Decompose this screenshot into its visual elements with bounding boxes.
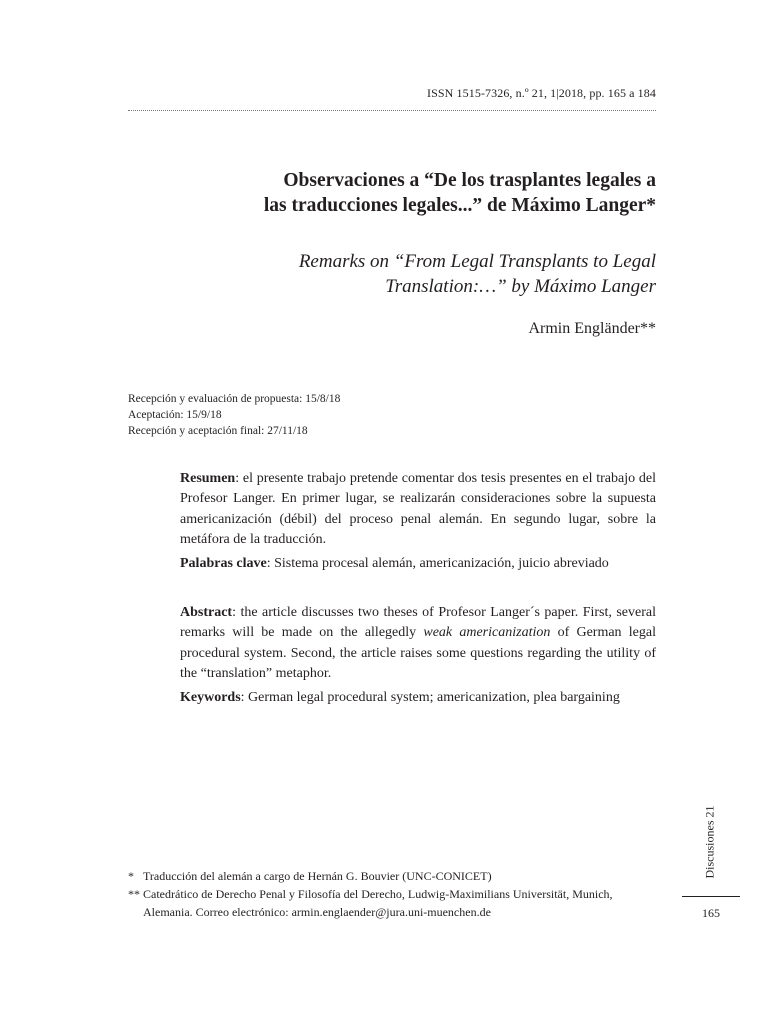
date-line-acceptance: Aceptación: 15/9/18 — [128, 409, 222, 421]
header-dotted-rule — [128, 110, 656, 111]
keywords-label: Keywords — [180, 690, 241, 705]
article-title-english — [150, 249, 656, 299]
resumen-label: Resumen — [180, 471, 236, 486]
author-name: Armin Engländer** — [528, 320, 656, 337]
title-en-line-1: Remarks on “From Legal Transplants to Legal — [298, 251, 656, 272]
date-line-proposal: Recepción y evaluación de propuesta: 15/8/18 — [128, 393, 341, 405]
title-en-line-2: Translation:…” by Máximo Langer — [385, 276, 656, 297]
palabras-clave-label: Palabras clave — [180, 556, 267, 571]
title-es-line-2: las traducciones legales...” de Máximo Langer* — [263, 195, 656, 216]
footnote-author-affiliation — [128, 886, 656, 922]
journal-name-text: Discusiones 21 — [702, 805, 717, 879]
palabras-clave-text: : Sistema procesal alemán, americanización, juicio abreviado — [266, 556, 609, 571]
issn-header: ISSN 1515-7326, n.º 21, 1|2018, pp. 165 a 184 — [427, 86, 656, 100]
abstract-label: Abstract — [180, 605, 233, 620]
footnote-mark: * — [128, 869, 134, 883]
abstract-text-after: of German legal procedural system. Second, the article raises some questions regarding the utility of the “translation” metaphor. — [180, 625, 656, 682]
footnote-text: Catedrático de Derecho Penal y Filosofía del Derecho, Ludwig-Maximilians Universität, Munich, Alemania. Correo electrónico: armin.englaender@jura.uni-muenchen.de — [143, 887, 613, 919]
footnote-translator — [128, 868, 656, 886]
keywords-paragraph — [180, 688, 656, 708]
abstract-paragraph — [180, 603, 656, 685]
keywords-text: : German legal procedural system; americanization, plea bargaining — [240, 690, 620, 705]
page-number: 165 — [702, 906, 720, 920]
journal-name-vertical — [700, 796, 720, 888]
page-number-rule — [682, 896, 740, 897]
title-es-line-1: Observaciones a “De los trasplantes legales a — [283, 170, 656, 191]
abstract-text-before: : the article discusses two theses of Profesor Langer´s paper. First, several remarks will be made on the allegedly — [180, 605, 656, 641]
reception-dates — [128, 391, 528, 439]
resumen-text: : el presente trabajo pretende comentar dos tesis presentes en el trabajo del Profesor Langer. En primer lugar, se realizarán consideraciones sobre la supuesta americanización (débil) del proceso penal alemán. En segundo lugar, sobre la metáfora de la traducción. — [180, 471, 656, 548]
footnote-text: Traducción del alemán a cargo de Hernán G. Bouvier (UNC-CONICET) — [143, 869, 492, 883]
abstract-italic-phrase: weak americanization — [423, 625, 551, 641]
footnote-mark: ** — [128, 887, 140, 901]
article-title-spanish — [150, 168, 656, 218]
resumen-paragraph — [180, 469, 656, 551]
palabras-clave-paragraph — [180, 554, 656, 574]
date-line-final: Recepción y aceptación final: 27/11/18 — [128, 425, 308, 437]
